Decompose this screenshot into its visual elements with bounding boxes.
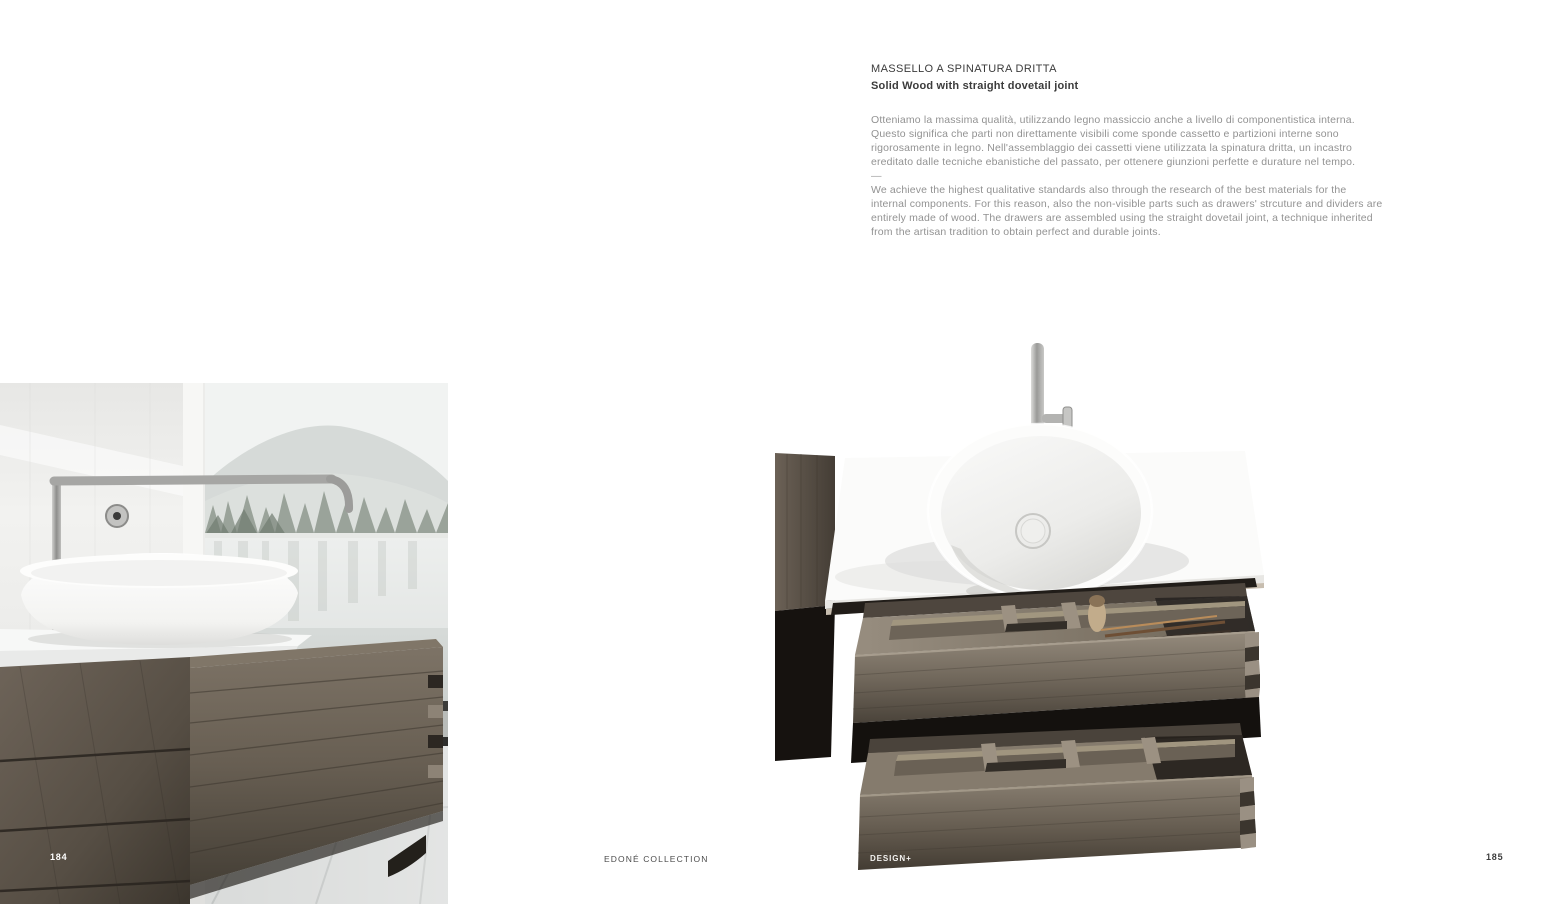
right-photo-product-vanity [775,335,1265,870]
collection-name: EDONÉ COLLECTION [604,854,709,864]
article-title-english: Solid Wood with straight dovetail joint [871,80,1079,92]
vessel-basin [20,553,298,648]
dovetail-joints-top-drawer [1245,632,1260,704]
left-photo-bathroom-scene [0,383,448,904]
article [871,62,1385,239]
article-body-italian: Otteniamo la massima qualità, utilizzando legno massiccio anche a livello di componentistica interna. Questo significa che parti non direttamente visibili come sponde cassetto e partizioni interne sono rigorosamente in legno. Nell'assemblaggio dei cassetti viene utilizzata la spinatura dritta, un incastro ereditato dalle tecniche ebanistiche del passato, per ottenere giunzioni perfette e durature nel tempo. [871,114,1356,168]
paragraph-separator: — [871,170,882,182]
article-body-english: We achieve the highest qualitative standards also through the research of the best materials for the internal components. For this reason, also the non-visible parts such as drawers' strcuture and dividers are entirely made of wood. The drawers are assembled using the straight dovetail joint, a technique inherited from the artisan tradition to obtain perfect and durable joints. [871,184,1383,238]
page-number-right: 185 [1486,852,1504,862]
page-number-left: 184 [50,852,68,862]
right-photo-illustration [775,335,1265,870]
left-photo-illustration [0,383,448,904]
bottom-open-drawer [858,723,1256,870]
open-drawer [190,639,443,899]
dovetail-joints-bottom-drawer [1240,777,1256,849]
brand-label: DESIGN+ [870,854,912,863]
vanity-cabinet [0,657,190,904]
article-title-italian: MASSELLO A SPINATURA DRITTA [871,63,1057,75]
